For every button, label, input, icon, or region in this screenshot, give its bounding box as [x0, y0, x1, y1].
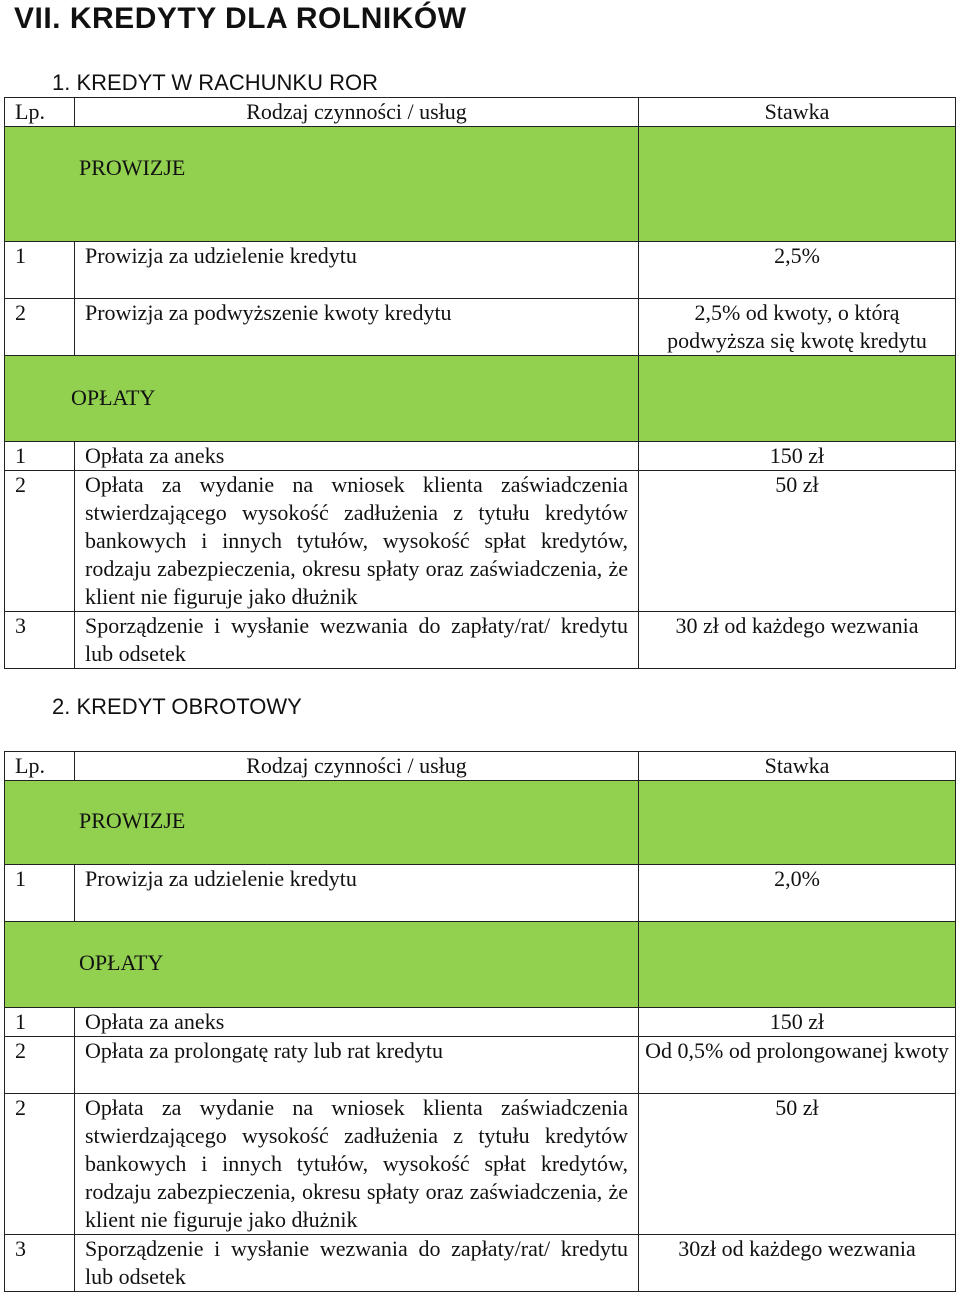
- page-heading: VII. KREDYTY DLA ROLNIKÓW: [14, 2, 467, 35]
- header-rate: Stawka: [639, 98, 956, 127]
- row-lp: 1: [5, 442, 75, 471]
- row-rate: 2,5% od kwoty, o którą podwyższa się kwotę kredytu: [639, 299, 956, 356]
- header-lp: Lp.: [5, 98, 75, 127]
- row-service: Opłata za aneks: [75, 1008, 639, 1037]
- section2-title: 2. KREDYT OBROTOWY: [52, 694, 302, 719]
- section2-table: [4, 751, 956, 1292]
- row-lp: 3: [5, 1235, 75, 1292]
- row-rate: 50 zł: [639, 471, 956, 612]
- row-service: Opłata za aneks: [75, 442, 639, 471]
- row-rate: 2,5%: [639, 242, 956, 299]
- table-row: [5, 442, 956, 471]
- row-lp: 2: [5, 299, 75, 356]
- row-lp: 1: [5, 242, 75, 299]
- header-lp: Lp.: [5, 752, 75, 781]
- prowizje-label: PROWIZJE: [79, 155, 186, 180]
- row-rate: 30zł od każdego wezwania: [639, 1235, 956, 1292]
- table-row: [5, 1235, 956, 1292]
- row-service: Prowizja za podwyższenie kwoty kredytu: [75, 299, 639, 356]
- row-service: Opłata za wydanie na wniosek klienta zaświadczenia stwierdzającego wysokość zadłużenia z tytułu kredytów bankowych i innych tytułów, wysokość spłat kredytów, rodzaju zabezpieczenia, okresu spłaty oraz zaświadczenia, że klient nie figuruje jako dłużnik: [75, 471, 639, 612]
- table-row: [5, 471, 956, 612]
- prowizje-label: PROWIZJE: [79, 808, 186, 833]
- row-lp: 3: [5, 612, 75, 669]
- oplaty-label: OPŁATY: [79, 950, 164, 975]
- table-row: [5, 865, 956, 922]
- row-lp: 2: [5, 1037, 75, 1094]
- row-service: Prowizja za udzielenie kredytu: [75, 865, 639, 922]
- row-rate: 50 zł: [639, 1094, 956, 1235]
- row-service: Opłata za prolongatę raty lub rat kredytu: [75, 1037, 639, 1094]
- header-rate: Stawka: [639, 752, 956, 781]
- row-lp: 1: [5, 865, 75, 922]
- oplaty-section-row: [5, 356, 956, 442]
- table-row: [5, 612, 956, 669]
- section1-table: [4, 97, 956, 669]
- section1-title: 1. KREDYT W RACHUNKU ROR: [52, 70, 378, 95]
- oplaty-label: OPŁATY: [71, 385, 156, 410]
- row-service: Sporządzenie i wysłanie wezwania do zapłaty/rat/ kredytu lub odsetek: [75, 1235, 639, 1292]
- row-rate: 2,0%: [639, 865, 956, 922]
- table-row: [5, 1037, 956, 1094]
- row-service: Sporządzenie i wysłanie wezwania do zapłaty/rat/ kredytu lub odsetek: [75, 612, 639, 669]
- table-header-row: [5, 752, 956, 781]
- table-header-row: [5, 98, 956, 127]
- oplaty-section-row: [5, 922, 956, 1008]
- row-lp: 2: [5, 471, 75, 612]
- row-lp: 2: [5, 1094, 75, 1235]
- table-row: [5, 1094, 956, 1235]
- header-service: Rodzaj czynności / usług: [75, 98, 639, 127]
- row-rate: 150 zł: [639, 442, 956, 471]
- row-lp: 1: [5, 1008, 75, 1037]
- table-row: [5, 299, 956, 356]
- row-rate: 30 zł od każdego wezwania: [639, 612, 956, 669]
- header-service: Rodzaj czynności / usług: [75, 752, 639, 781]
- row-rate: 150 zł: [639, 1008, 956, 1037]
- prowizje-section-row: [5, 127, 956, 242]
- row-service: Prowizja za udzielenie kredytu: [75, 242, 639, 299]
- row-service: Opłata za wydanie na wniosek klienta zaświadczenia stwierdzającego wysokość zadłużenia z tytułu kredytów bankowych i innych tytułów, wysokość spłat kredytów, rodzaju zabezpieczenia, okresu spłaty oraz zaświadczenia, że klient nie figuruje jako dłużnik: [75, 1094, 639, 1235]
- table-row: [5, 242, 956, 299]
- table-row: [5, 1008, 956, 1037]
- row-rate: Od 0,5% od prolongowanej kwoty: [639, 1037, 956, 1094]
- prowizje-section-row: [5, 781, 956, 865]
